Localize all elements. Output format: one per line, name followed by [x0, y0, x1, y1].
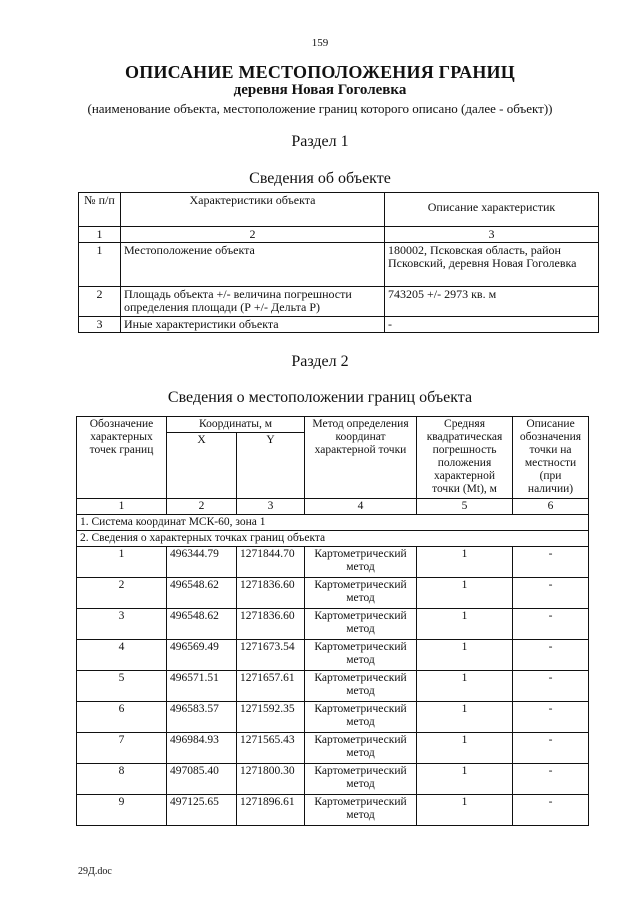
header-point: Обозначение характерных точек границ	[77, 417, 167, 499]
section2-table-title: Сведения о местоположении границ объекта	[167, 389, 473, 406]
header-description: Описание характеристик	[385, 193, 599, 227]
page-number: 159	[311, 37, 329, 49]
cell-x: 496548.62	[167, 578, 237, 609]
cell: 180002, Псковская область, район Псковский, деревня Новая Гоголевка	[385, 243, 599, 287]
cell-point: 5	[77, 671, 167, 702]
object-info-table	[78, 192, 599, 333]
cell-method: Картометрический метод	[305, 764, 417, 795]
index-cell: 1	[79, 227, 121, 243]
index-cell: 2	[121, 227, 385, 243]
cell: 3	[79, 317, 121, 333]
index-cell: 6	[513, 499, 589, 515]
cell: 2	[79, 287, 121, 317]
header-error: Средняя квадратическая погрешность положения характерной точки (Mt), м	[417, 417, 513, 499]
points-section-row: 2. Сведения о характерных точках границ объекта	[77, 531, 589, 547]
cell-method: Картометрический метод	[305, 609, 417, 640]
index-cell: 4	[305, 499, 417, 515]
index-cell: 3	[385, 227, 599, 243]
table-row	[79, 317, 599, 333]
table-row	[77, 640, 589, 671]
cell-x: 496583.57	[167, 702, 237, 733]
table-row	[77, 578, 589, 609]
cell-error: 1	[417, 547, 513, 578]
cell: 743205 +/- 2973 кв. м	[385, 287, 599, 317]
cell-desc: -	[513, 640, 589, 671]
coordinate-system-row: 1. Система координат МСК-60, зона 1	[77, 515, 589, 531]
index-cell: 3	[237, 499, 305, 515]
table-row	[77, 702, 589, 733]
header-y: Y	[237, 433, 305, 499]
cell: Площадь объекта +/- величина погрешности определения площади (Р +/- Дельта Р)	[121, 287, 385, 317]
cell-x: 496984.93	[167, 733, 237, 764]
cell-x: 496548.62	[167, 609, 237, 640]
cell-method: Картометрический метод	[305, 795, 417, 826]
cell-method: Картометрический метод	[305, 578, 417, 609]
cell-desc: -	[513, 702, 589, 733]
cell: Местоположение объекта	[121, 243, 385, 287]
cell-method: Картометрический метод	[305, 547, 417, 578]
header-num: № п/п	[79, 193, 121, 227]
cell-y: 1271673.54	[237, 640, 305, 671]
cell-error: 1	[417, 702, 513, 733]
cell-y: 1271565.43	[237, 733, 305, 764]
cell-method: Картометрический метод	[305, 733, 417, 764]
cell-point: 9	[77, 795, 167, 826]
cell-error: 1	[417, 795, 513, 826]
cell-error: 1	[417, 764, 513, 795]
cell-x: 497125.65	[167, 795, 237, 826]
cell-method: Картометрический метод	[305, 640, 417, 671]
cell-y: 1271896.61	[237, 795, 305, 826]
document-subtitle: деревня Новая Гоголевка	[233, 82, 407, 98]
cell-error: 1	[417, 640, 513, 671]
cell-point: 8	[77, 764, 167, 795]
document-note: (наименование объекта, местоположение границ которого описано (далее - объект))	[87, 101, 553, 116]
document-title: ОПИСАНИЕ МЕСТОПОЛОЖЕНИЯ ГРАНИЦ	[125, 62, 515, 82]
cell: Иные характеристики объекта	[121, 317, 385, 333]
cell-y: 1271836.60	[237, 609, 305, 640]
table-row	[77, 795, 589, 826]
table-row	[77, 609, 589, 640]
cell-point: 6	[77, 702, 167, 733]
cell-y: 1271844.70	[237, 547, 305, 578]
section1-heading: Раздел 1	[291, 133, 349, 150]
cell-error: 1	[417, 578, 513, 609]
boundary-points-table	[76, 416, 589, 826]
points-body	[77, 547, 589, 826]
cell-x: 496571.51	[167, 671, 237, 702]
header-method: Метод определения координат характерной точки	[305, 417, 417, 499]
cell-desc: -	[513, 609, 589, 640]
cell-y: 1271592.35	[237, 702, 305, 733]
cell: 1	[79, 243, 121, 287]
section1-table-title: Сведения об объекте	[249, 170, 391, 187]
cell-desc: -	[513, 547, 589, 578]
cell-desc: -	[513, 671, 589, 702]
header-x: X	[167, 433, 237, 499]
cell-point: 3	[77, 609, 167, 640]
header-characteristic: Характеристики объекта	[121, 193, 385, 227]
table-row	[77, 547, 589, 578]
index-cell: 1	[77, 499, 167, 515]
index-cell: 2	[167, 499, 237, 515]
cell-error: 1	[417, 671, 513, 702]
section2-heading: Раздел 2	[291, 353, 349, 370]
cell-y: 1271657.61	[237, 671, 305, 702]
cell-error: 1	[417, 609, 513, 640]
cell-desc: -	[513, 578, 589, 609]
footer-filename: 29Д.doc	[78, 866, 112, 877]
cell-method: Картометрический метод	[305, 702, 417, 733]
cell-point: 1	[77, 547, 167, 578]
cell-desc: -	[513, 795, 589, 826]
cell-point: 7	[77, 733, 167, 764]
cell: -	[385, 317, 599, 333]
table-row	[77, 733, 589, 764]
table-row	[77, 671, 589, 702]
cell-point: 2	[77, 578, 167, 609]
cell-y: 1271800.30	[237, 764, 305, 795]
cell-y: 1271836.60	[237, 578, 305, 609]
cell-desc: -	[513, 764, 589, 795]
cell-desc: -	[513, 733, 589, 764]
header-coordinates: Координаты, м	[167, 417, 305, 433]
index-cell: 5	[417, 499, 513, 515]
header-desc: Описание обозначения точки на местности (при наличии)	[513, 417, 589, 499]
table-row	[79, 243, 599, 287]
table-row	[77, 764, 589, 795]
cell-point: 4	[77, 640, 167, 671]
cell-method: Картометрический метод	[305, 671, 417, 702]
table-row	[79, 287, 599, 317]
cell-x: 496344.79	[167, 547, 237, 578]
cell-error: 1	[417, 733, 513, 764]
cell-x: 497085.40	[167, 764, 237, 795]
cell-x: 496569.49	[167, 640, 237, 671]
